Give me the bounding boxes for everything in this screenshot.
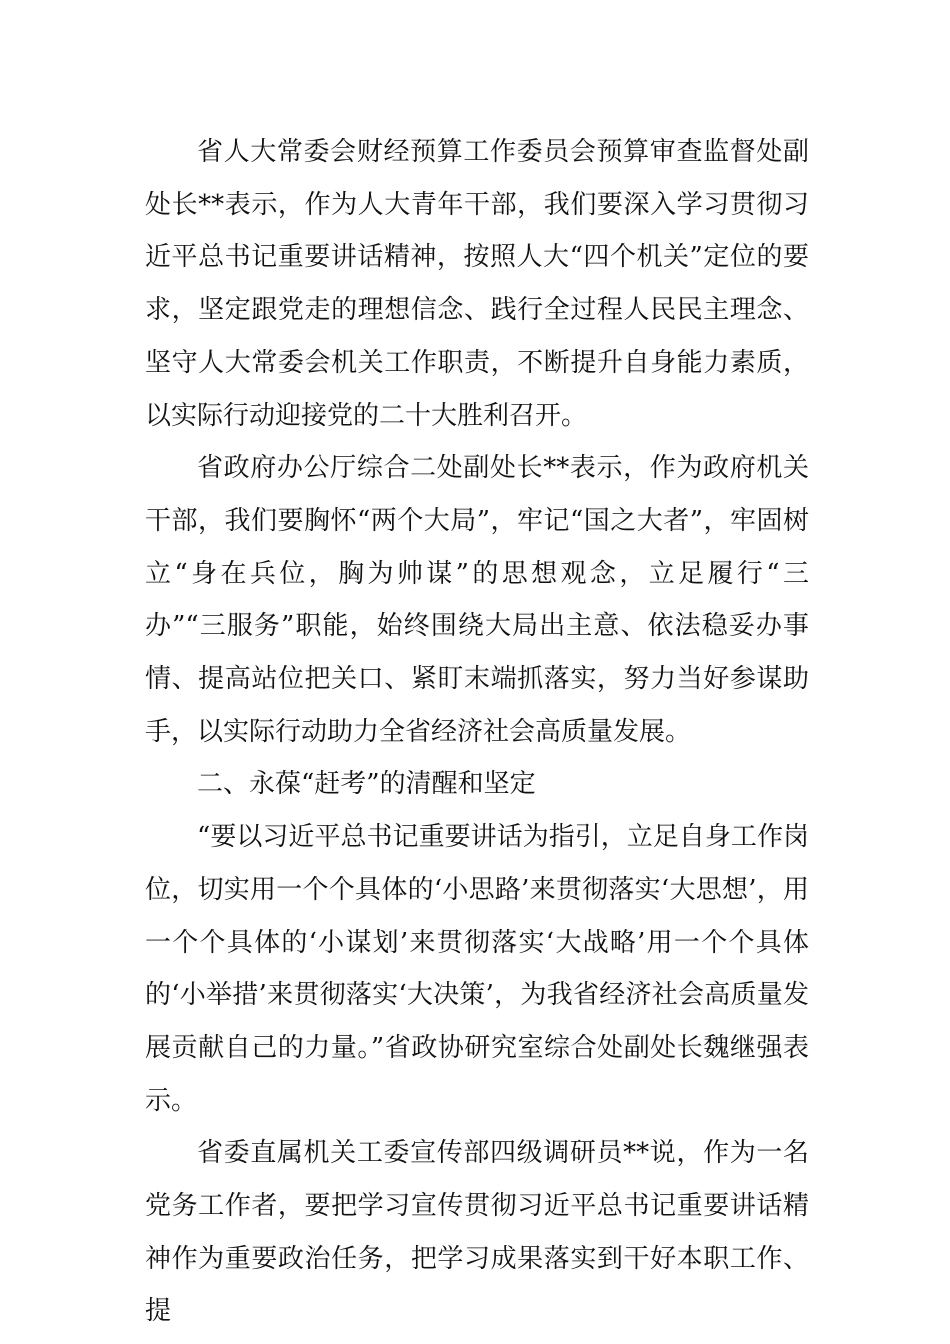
paragraph-cppcc-official: “要以习近平总书记重要讲话为指引，立足自身工作岗位，切实用一个个具体的‘小思路’来贯彻落实‘大思想’，用一个个具体的‘小谋划’来贯彻落实‘大战略’用一个个具体的‘小举措’来贯彻落实‘大决策’，为我省经济社会高质量发展贡献自己的力量。”省政协研究室综合处副处长魏继强表示。 xyxy=(145,822,809,1116)
section-heading: 二、永葆“赶考”的清醒和坚定 xyxy=(197,769,536,800)
document-body xyxy=(145,126,809,1338)
paragraph-npc-official: 省人大常委会财经预算工作委员会预算审查监督处副处长**表示，作为人大青年干部，我们要深入学习贯彻习近平总书记重要讲话精神，按照人大“四个机关”定位的要求，坚定跟党走的理想信念、践行全过程人民民主理念、坚守人大常委会机关工作职责，不断提升自身能力素质，以实际行动迎接党的二十大胜利召开。 xyxy=(145,137,809,431)
paragraph-party-work-official: 省委直属机关工委宣传部四级调研员**说，作为一名党务工作者，要把学习宣传贯彻习近平总书记重要讲话精神作为重要政治任务，把学习成果落实到干好本职工作、提 xyxy=(145,1138,809,1327)
paragraph-government-office-official: 省政府办公厅综合二处副处长**表示，作为政府机关干部，我们要胸怀“两个大局”，牢记“国之大者”，牢固树立“身在兵位，胸为帅谋”的思想观念，立足履行“三办”“三服务”职能，始终围绕大局出主意、依法稳妥办事情、提高站位把关口、紧盯末端抓落实，努力当好参谋助手，以实际行动助力全省经济社会高质量发展。 xyxy=(145,453,809,747)
